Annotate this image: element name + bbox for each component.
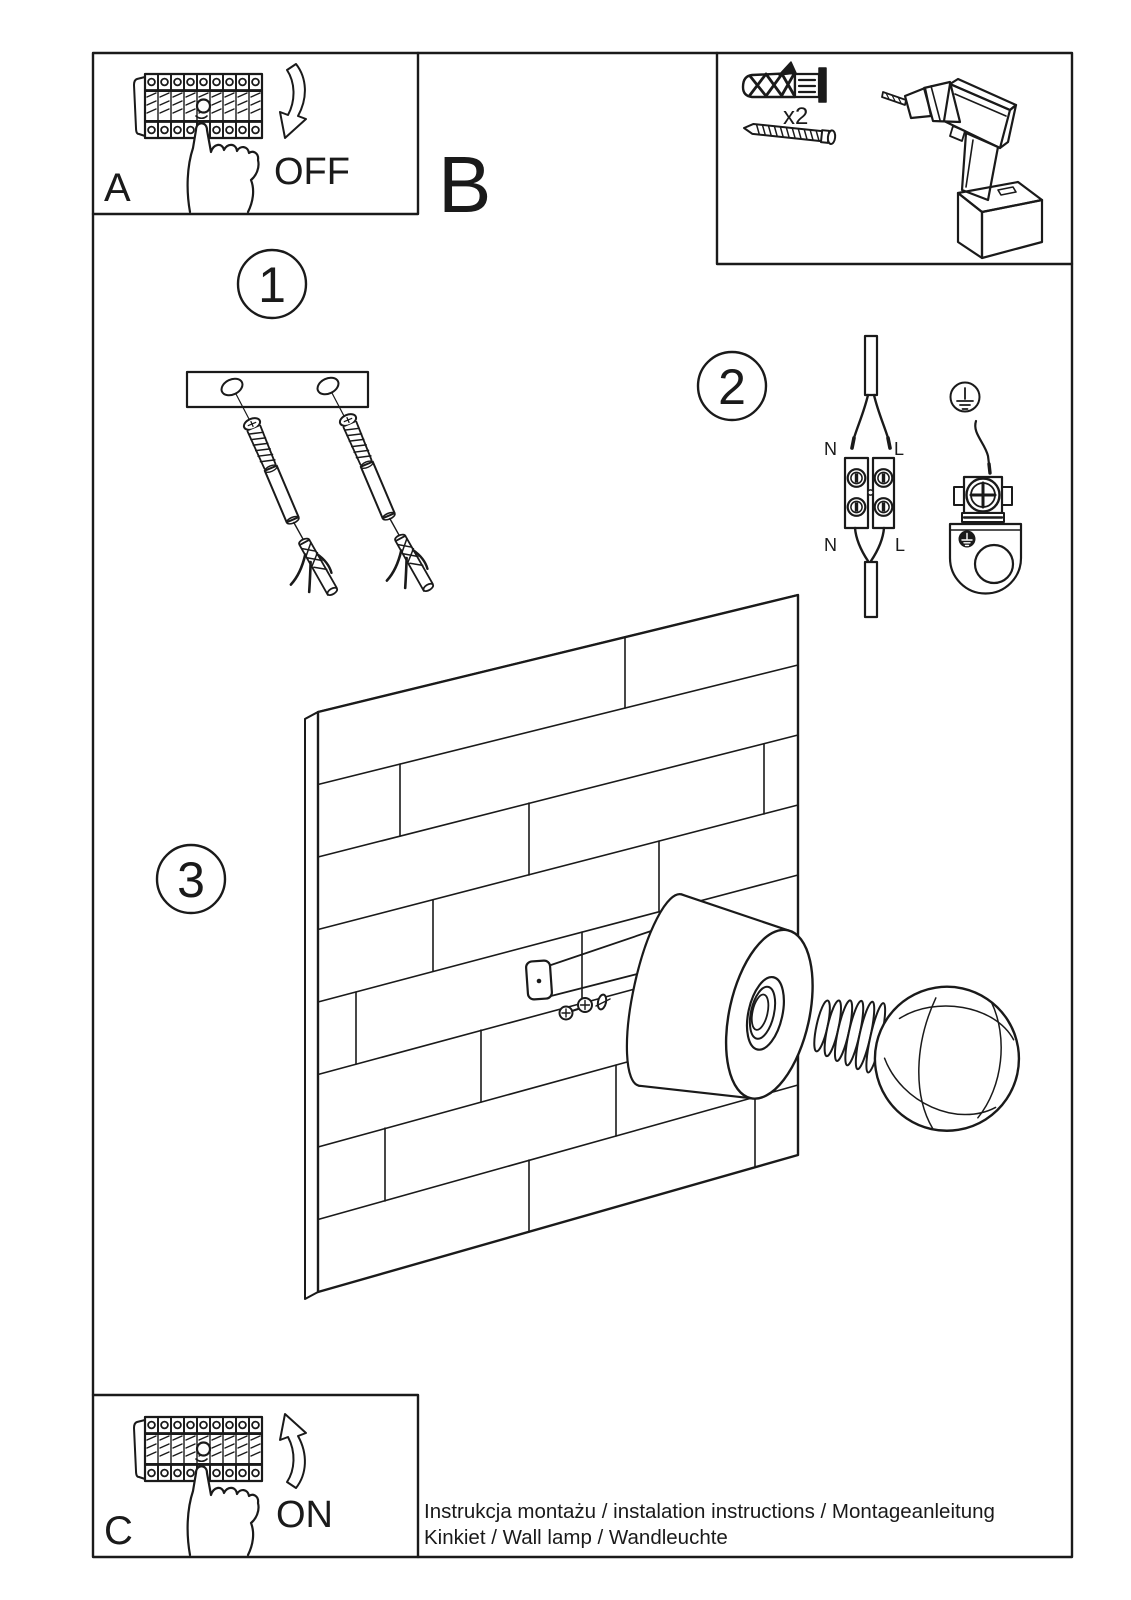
step-1 [187,250,436,609]
earth-symbol-icon [951,383,980,412]
screw-and-plug-icon [321,409,436,604]
wall-plug-icon [743,62,826,102]
terminal-label-l-top: L [894,439,905,459]
bulb-glass [861,973,1033,1145]
terminal-label-n-bottom: N [824,535,837,555]
earth-clamp [950,477,1021,594]
arrow-up-icon [280,1414,306,1488]
footer-line-1: Instrukcja montażu / instalation instructions / Montageanleitung [424,1500,995,1523]
light-bulb [800,959,1033,1144]
earth-wire [975,421,990,473]
panel-b [438,62,1042,258]
panel-b-label: B [438,140,492,229]
plug-quantity-label: x2 [783,103,809,130]
lamp-cable [855,528,884,617]
step-1-badge [238,250,306,318]
panel-a [104,64,350,212]
terminal-block [845,458,894,528]
supply-cable [852,336,890,448]
panel-c-label: C [104,1509,133,1553]
footer [424,1500,995,1549]
step-2-badge [698,352,766,420]
panel-c-state-label: ON [276,1494,333,1536]
panel-a-state-label: OFF [274,151,350,193]
drill-icon [882,79,1042,258]
arrow-down-icon [280,64,306,138]
panel-a-label: A [104,166,131,210]
terminal-label-n-top: N [824,439,837,459]
step-2-number: 2 [718,359,746,415]
step-2 [698,336,1021,617]
panel-c [104,1414,333,1555]
terminal-label-l-bottom: L [895,535,906,555]
screw-and-plug-icon [225,413,340,608]
step-3-badge [157,845,225,913]
step-3-number: 3 [177,852,205,908]
step-3 [157,595,1033,1299]
mounting-plate [187,372,368,407]
footer-line-2: Kinkiet / Wall lamp / Wandleuchte [424,1526,728,1549]
step-1-number: 1 [258,257,286,313]
